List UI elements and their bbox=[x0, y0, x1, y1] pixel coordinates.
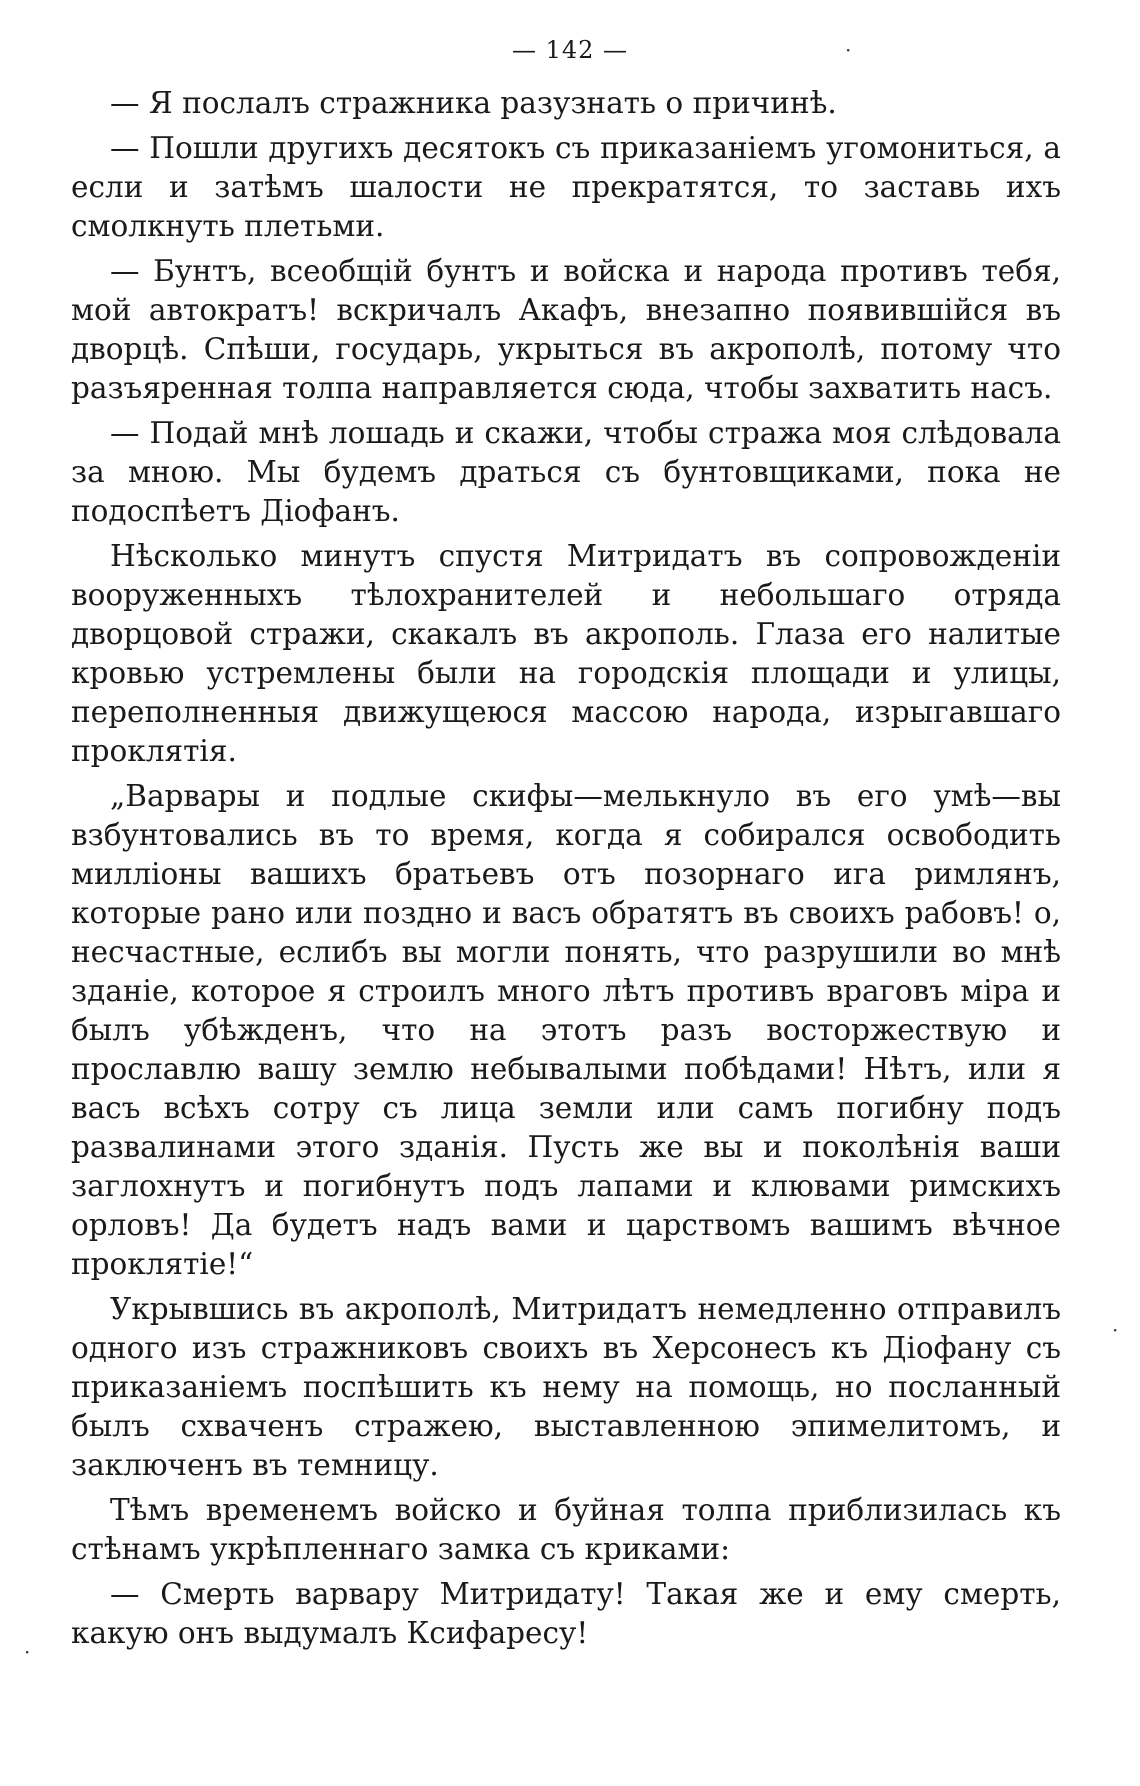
paragraph-9: — Смерть варвару Митридату! Такая же и ему смерть, какую онъ выдумалъ Ксифаресу! bbox=[71, 1577, 1061, 1650]
paragraph-3: — Бунтъ, всеобщій бунтъ и войска и народа противъ тебя, мой автократъ! вскричалъ Акафъ, внезапно появившійся въ дворцѣ. Спѣши, государь, укрыться въ акрополѣ, потому что разъяренная толпа направляется сюда, чтобы захватить насъ. bbox=[71, 254, 1061, 405]
paragraph-2: — Пошли другихъ десятокъ съ приказаніемъ угомониться, а если и затѣмъ шалости не прекратятся, то заставь ихъ смолкнуть плетьми. bbox=[71, 131, 1061, 243]
paragraph-8: Тѣмъ временемъ войско и буйная толпа приблизилась къ стѣнамъ укрѣпленнаго замка съ криками: bbox=[71, 1493, 1061, 1566]
paragraph-1: — Я послалъ стражника разузнать о причинѣ. bbox=[110, 86, 837, 120]
page-number: — 142 — bbox=[511, 36, 629, 64]
paragraph-5: Нѣсколько минутъ спустя Митридатъ въ сопровожденіи вооруженныхъ тѣлохранителей и небольшаго отряда дворцовой стражи, скакалъ въ акрополь. Глаза его налитые кровью устремлены были на городскія площади и улицы, переполненныя движущеюся массою народа, изрыгавшаго проклятія. bbox=[71, 539, 1061, 768]
scan-speck: · bbox=[845, 38, 852, 62]
paragraph-6: „Варвары и подлые скифы—мелькнуло въ его умѣ—вы взбунтовались въ то время, когда я собирался освободить милліоны вашихъ братьевъ отъ позорнаго ига римлянъ, которые рано или поздно и васъ обратятъ въ своихъ рабовъ! о, несчастные, еслибъ вы могли понять, что разрушили во мнѣ зданіе, которое я строилъ много лѣтъ противъ враговъ міра и былъ убѣжденъ, что на этотъ разъ восторжествую и прославлю вашу землю небывалыми побѣдами! Нѣтъ, или я васъ всѣхъ сотру съ лица земли или самъ погибну подъ развалинами этого зданія. Пусть же вы и поколѣнія ваши заглохнутъ и погибнутъ подъ лапами и клювами римскихъ орловъ! Да будетъ надъ вами и царствомъ вашимъ вѣчное проклятіе!“ bbox=[71, 779, 1061, 1281]
paragraph-4: — Подай мнѣ лошадь и скажи, чтобы стража моя слѣдовала за мною. Мы будемъ драться съ бунтовщиками, пока не подоспѣетъ Діофанъ. bbox=[71, 416, 1061, 528]
body-text bbox=[71, 84, 1061, 1659]
scan-speck: · bbox=[1112, 1318, 1119, 1342]
scan-speck: · bbox=[24, 1640, 31, 1664]
paragraph-7: Укрывшись въ акрополѣ, Митридатъ немедленно отправилъ одного изъ стражниковъ своихъ въ Херсонесъ къ Діофану съ приказаніемъ поспѣшить къ нему на помощь, но посланный былъ схваченъ стражею, выставленною эпимелитомъ, и заключенъ въ темницу. bbox=[71, 1292, 1061, 1482]
